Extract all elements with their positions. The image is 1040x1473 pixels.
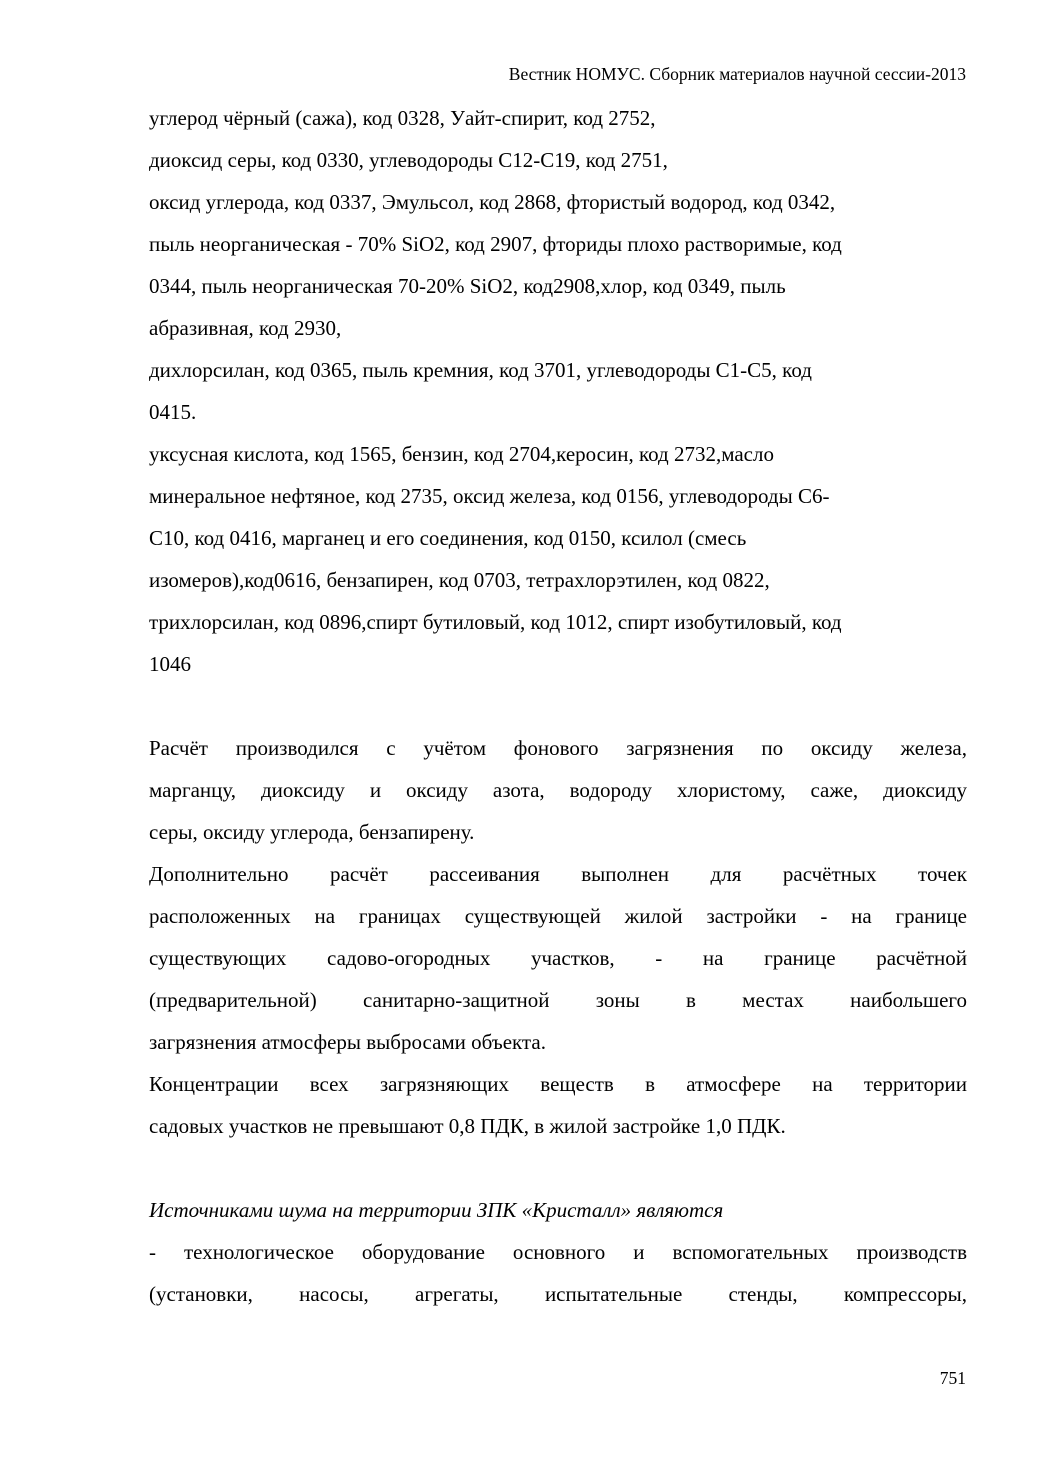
substance-line: 1046 [149, 652, 191, 676]
substance-line: пыль неорганическая - 70% SiO2, код 2907, фториды плохо растворимые, код [149, 232, 842, 256]
noise-paragraph-line: - технологическое оборудование основного и вспомогательных производств [149, 1240, 967, 1264]
paragraph-gap [149, 1147, 967, 1189]
background-paragraph-line: марганцу, диоксиду и оксиду азота, водороду хлористому, саже, диоксиду [149, 778, 967, 802]
substance-line: абразивная, код 2930, [149, 316, 342, 340]
noise-sources-heading: Источниками шума на территории ЗПК «Кристалл» являются [149, 1198, 724, 1222]
substance-line: уксусная кислота, код 1565, бензин, код 2704,керосин, код 2732,масло [149, 442, 774, 466]
substance-line: дихлорсилан, код 0365, пыль кремния, код 3701, углеводороды С1-С5, код [149, 358, 812, 382]
substance-line: минеральное нефтяное, код 2735, оксид железа, код 0156, углеводороды С6- [149, 484, 830, 508]
additional-paragraph-line: существующих садово-огородных участков, - на границе расчётной [149, 946, 967, 970]
additional-paragraph-last-line: загрязнения атмосферы выбросами объекта. [149, 1030, 546, 1054]
background-paragraph-last-line: серы, оксиду углерода, бензапирену. [149, 820, 475, 844]
concentration-paragraph-last-line: садовых участков не превышают 0,8 ПДК, в жилой застройке 1,0 ПДК. [149, 1114, 786, 1138]
substance-line: углерод чёрный (сажа), код 0328, Уайт-спирит, код 2752, [149, 106, 656, 130]
page-number: 751 [939, 1368, 966, 1388]
additional-paragraph-line: Дополнительно расчёт рассеивания выполнен для расчётных точек [149, 862, 967, 886]
substance-line: изомеров),код0616, бензапирен, код 0703, тетрахлорэтилен, код 0822, [149, 568, 770, 592]
running-header: Вестник НОМУС. Сборник материалов научной сессии-2013 [508, 64, 966, 84]
substance-line: С10, код 0416, марганец и его соединения, код 0150, ксилол (смесь [149, 526, 747, 550]
substance-line: 0415. [149, 400, 197, 424]
substance-line: 0344, пыль неорганическая 70-20% SiO2, код2908,хлор, код 0349, пыль [149, 274, 786, 298]
noise-paragraph-line: (установки, насосы, агрегаты, испытательные стенды, компрессоры, [149, 1282, 967, 1306]
additional-paragraph-line: расположенных на границах существующей жилой застройки - на границе [149, 904, 967, 928]
background-paragraph-line: Расчёт производился с учётом фонового загрязнения по оксиду железа, [149, 736, 967, 760]
additional-paragraph-line: (предварительной) санитарно-защитной зоны в местах наибольшего [149, 988, 967, 1012]
substance-line: диоксид серы, код 0330, углеводороды С12-С19, код 2751, [149, 148, 668, 172]
body-text [149, 97, 967, 1315]
paragraph-gap [149, 685, 967, 727]
substance-line: трихлорсилан, код 0896,спирт бутиловый, код 1012, спирт изобутиловый, код [149, 610, 842, 634]
substance-line: оксид углерода, код 0337, Эмульсол, код 2868, фтористый водород, код 0342, [149, 190, 836, 214]
concentration-paragraph-line: Концентрации всех загрязняющих веществ в атмосфере на территории [149, 1072, 967, 1096]
